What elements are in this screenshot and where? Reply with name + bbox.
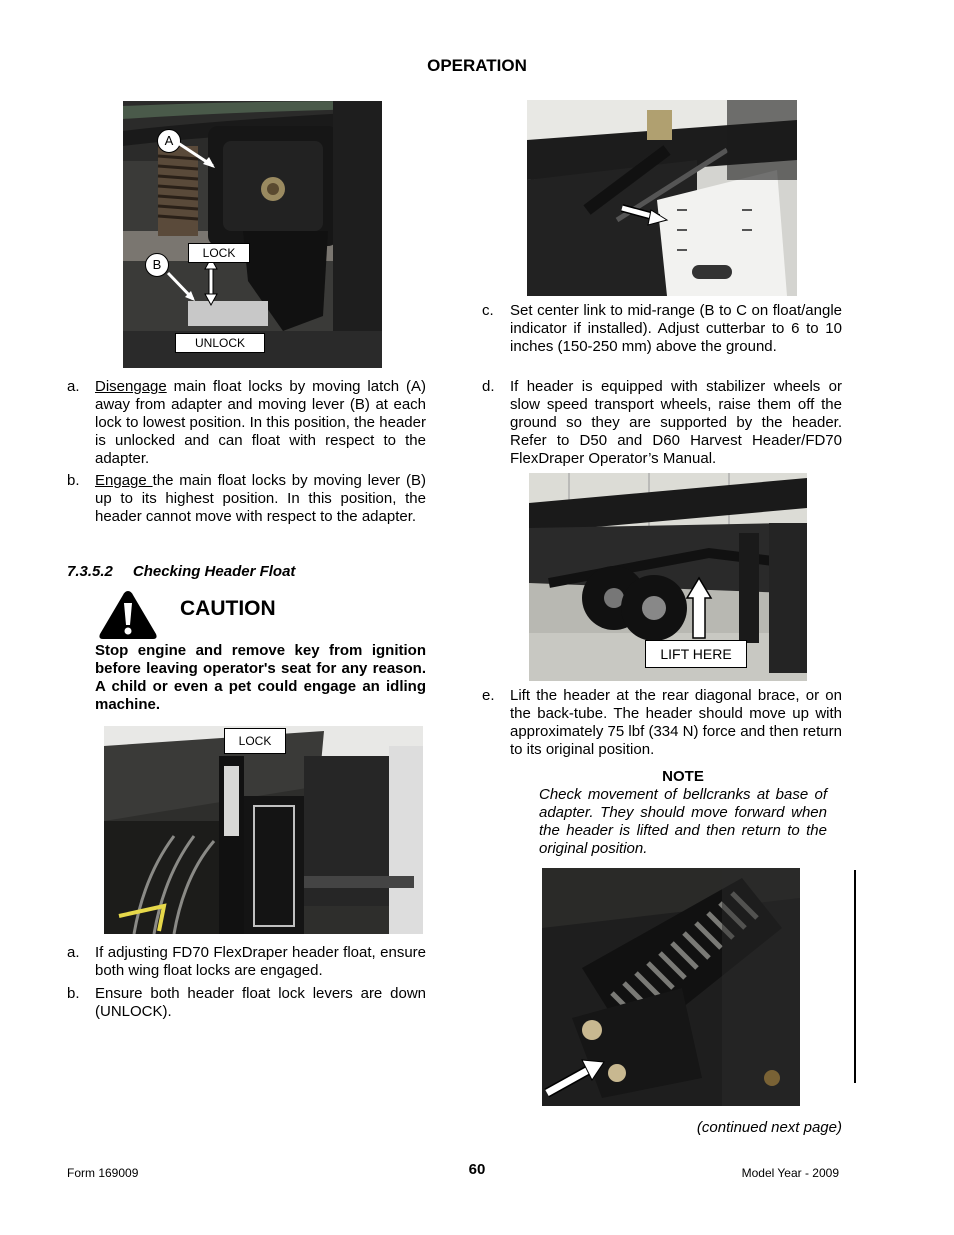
footer-model-year: Model Year - 2009 [741,1166,839,1180]
warning-triangle-icon [98,589,158,641]
list-text-body: the main float locks by moving lever (B) up to its highest position. In this position, the header cannot move with respect to the adapter. [95,472,426,525]
list-text-body: main float locks by moving latch (A) away from adapter and moving lever (B) at each lock to lowest position. In this position, the header is unlocked and can float with respect to the adapter. [95,378,426,467]
list-text [95,472,426,526]
caution-heading: CAUTION [180,597,276,620]
note-heading: NOTE [662,768,704,785]
section-title: Checking Header Float [132,563,296,580]
list-marker: d. [482,378,495,395]
bellcrank-photo [542,868,800,1106]
list-item [67,378,426,468]
section-heading [67,563,295,581]
note-text: Check movement of bellcranks at base of adapter. They should move forward when the header is lifted and then return to the original position. [539,786,827,857]
list-text: If adjusting FD70 FlexDraper header float, ensure both wing float locks are engaged. [95,944,426,979]
list-item [67,985,426,1021]
figure4-lift-label: LIFT HERE [645,640,747,668]
list-marker: a. [67,944,80,961]
page-header-title: OPERATION [427,56,527,75]
list-text: If header is equipped with stabilizer wheels or slow speed transport wheels, raise them off the ground so they are supported by the header. Refer to D50 and D60 Harvest Header/FD70 FlexDraper Operator’s Manual. [510,378,842,467]
list-marker: b. [67,472,80,489]
footer-form-number: Form 169009 [67,1166,139,1180]
figure1-lock-label: LOCK [188,243,250,263]
figure1-arrows [123,101,382,368]
continued-note: (continued next page) [696,1119,842,1136]
lock-lever-photo [104,726,423,934]
page-number: 60 [468,1161,486,1178]
change-bar [854,870,856,1083]
figure1-unlock-label: UNLOCK [175,333,265,353]
list-text: Ensure both header float lock levers are down (UNLOCK). [95,985,426,1020]
list-marker: b. [67,985,80,1002]
list-item [67,944,426,980]
center-link-photo [527,100,797,296]
list-item [482,302,842,374]
list-item [482,378,842,468]
underlined-term: Disengage [95,378,167,395]
caution-text: Stop engine and remove key from ignition before leaving operator's seat for any reason. A child or even a pet could engage an idling machine. [95,642,426,713]
list-marker: c. [482,302,494,319]
list-item [482,687,842,759]
callout-b: B [145,253,169,277]
list-text [95,378,426,468]
section-number: 7.3.5.2 [67,563,113,580]
callout-a: A [157,129,181,153]
list-marker: a. [67,378,80,395]
underlined-term: Engage [95,472,153,489]
figure3-lock-label: LOCK [224,728,286,754]
list-text: Set center link to mid-range (B to C on float/angle indicator if installed). Adjust cutterbar to 6 to 10 inches (150-250 mm) above the ground. [510,302,842,355]
list-item [67,472,426,544]
list-marker: e. [482,687,495,704]
list-text: Lift the header at the rear diagonal brace, or on the back-tube. The header should move up with approximately 75 lbf (334 N) force and then return to its original position. [510,687,842,758]
